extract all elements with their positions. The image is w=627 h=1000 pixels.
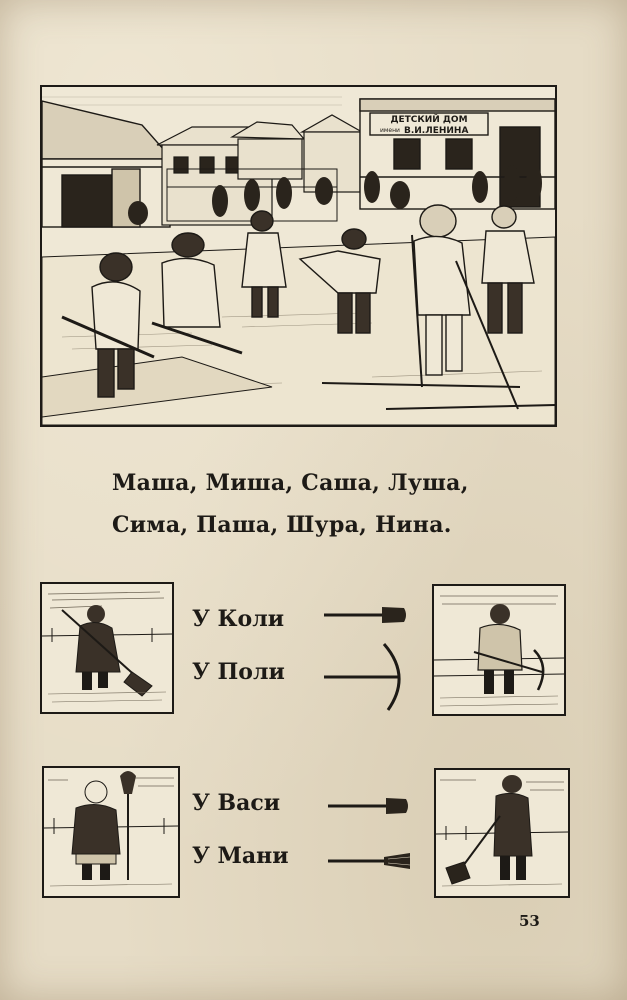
picture-vasi — [42, 766, 180, 898]
names-line-2: Сима, Паша, Шура, Нина. — [112, 512, 452, 538]
pickaxe-icon — [322, 642, 408, 712]
picture-koli — [40, 582, 174, 714]
sign-line1: ДЕТСКИЙ ДОМ — [390, 115, 468, 125]
phrase-mani: У Мани — [192, 843, 289, 869]
broom-icon — [326, 852, 412, 870]
phrase-poli: У Поли — [192, 659, 285, 685]
phrase-vasi: У Васи — [192, 790, 281, 816]
main-illustration — [40, 85, 557, 427]
phrase-koli: У Коли — [192, 606, 285, 632]
sign-prefix: имени — [380, 127, 400, 134]
page-number: 53 — [519, 912, 540, 930]
shovel-icon — [322, 604, 408, 626]
names-line-1: Маша, Миша, Саша, Луша, — [112, 470, 469, 496]
shovel-icon — [326, 796, 410, 816]
sign-line2: В.И.ЛЕНИНА — [404, 126, 469, 136]
picture-poli — [432, 584, 566, 716]
picture-mani — [434, 768, 570, 898]
